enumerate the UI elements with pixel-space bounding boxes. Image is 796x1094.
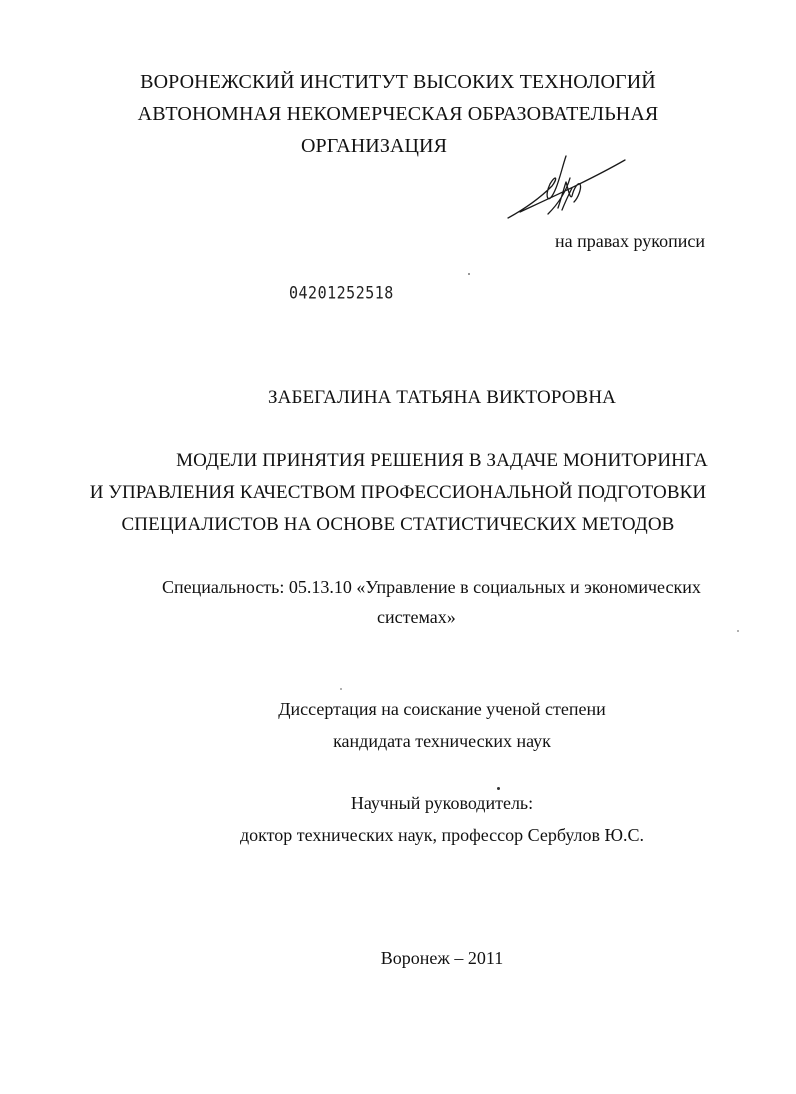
- manuscript-note: на правах рукописи: [555, 231, 705, 251]
- specialty-line-1: Специальность: 05.13.10 «Управление в социальных и экономических: [162, 577, 701, 597]
- signature-icon: [500, 148, 630, 228]
- organization-line-2: ОРГАНИЗАЦИЯ: [300, 135, 448, 157]
- scan-speck: [468, 273, 470, 275]
- supervisor-name: доктор технических наук, профессор Сербулов Ю.С.: [239, 825, 645, 845]
- registration-number: 04201252518: [289, 282, 394, 304]
- place-and-year: Воронеж – 2011: [380, 948, 504, 968]
- scan-speck: [497, 787, 500, 790]
- specialty-line-2: системах»: [377, 607, 456, 627]
- organization-line-1: АВТОНОМНАЯ НЕКОМЕРЧЕСКАЯ ОБРАЗОВАТЕЛЬНАЯ: [137, 103, 659, 125]
- scan-speck: [340, 688, 342, 690]
- degree-line-1: Диссертация на соискание ученой степени: [278, 699, 606, 719]
- title-line-1: МОДЕЛИ ПРИНЯТИЯ РЕШЕНИЯ В ЗАДАЧЕ МОНИТОРИНГА: [176, 450, 708, 471]
- title-line-2: И УПРАВЛЕНИЯ КАЧЕСТВОМ ПРОФЕССИОНАЛЬНОЙ ПОДГОТОВКИ: [89, 482, 707, 503]
- author-name: ЗАБЕГАЛИНА ТАТЬЯНА ВИКТОРОВНА: [268, 387, 616, 408]
- degree-line-2: кандидата технических наук: [333, 731, 551, 751]
- institute-name: ВОРОНЕЖСКИЙ ИНСТИТУТ ВЫСОКИХ ТЕХНОЛОГИЙ: [140, 71, 656, 93]
- scan-speck: [737, 630, 739, 632]
- title-line-3: СПЕЦИАЛИСТОВ НА ОСНОВЕ СТАТИСТИЧЕСКИХ МЕТОДОВ: [121, 514, 675, 535]
- supervisor-label: Научный руководитель:: [350, 793, 534, 813]
